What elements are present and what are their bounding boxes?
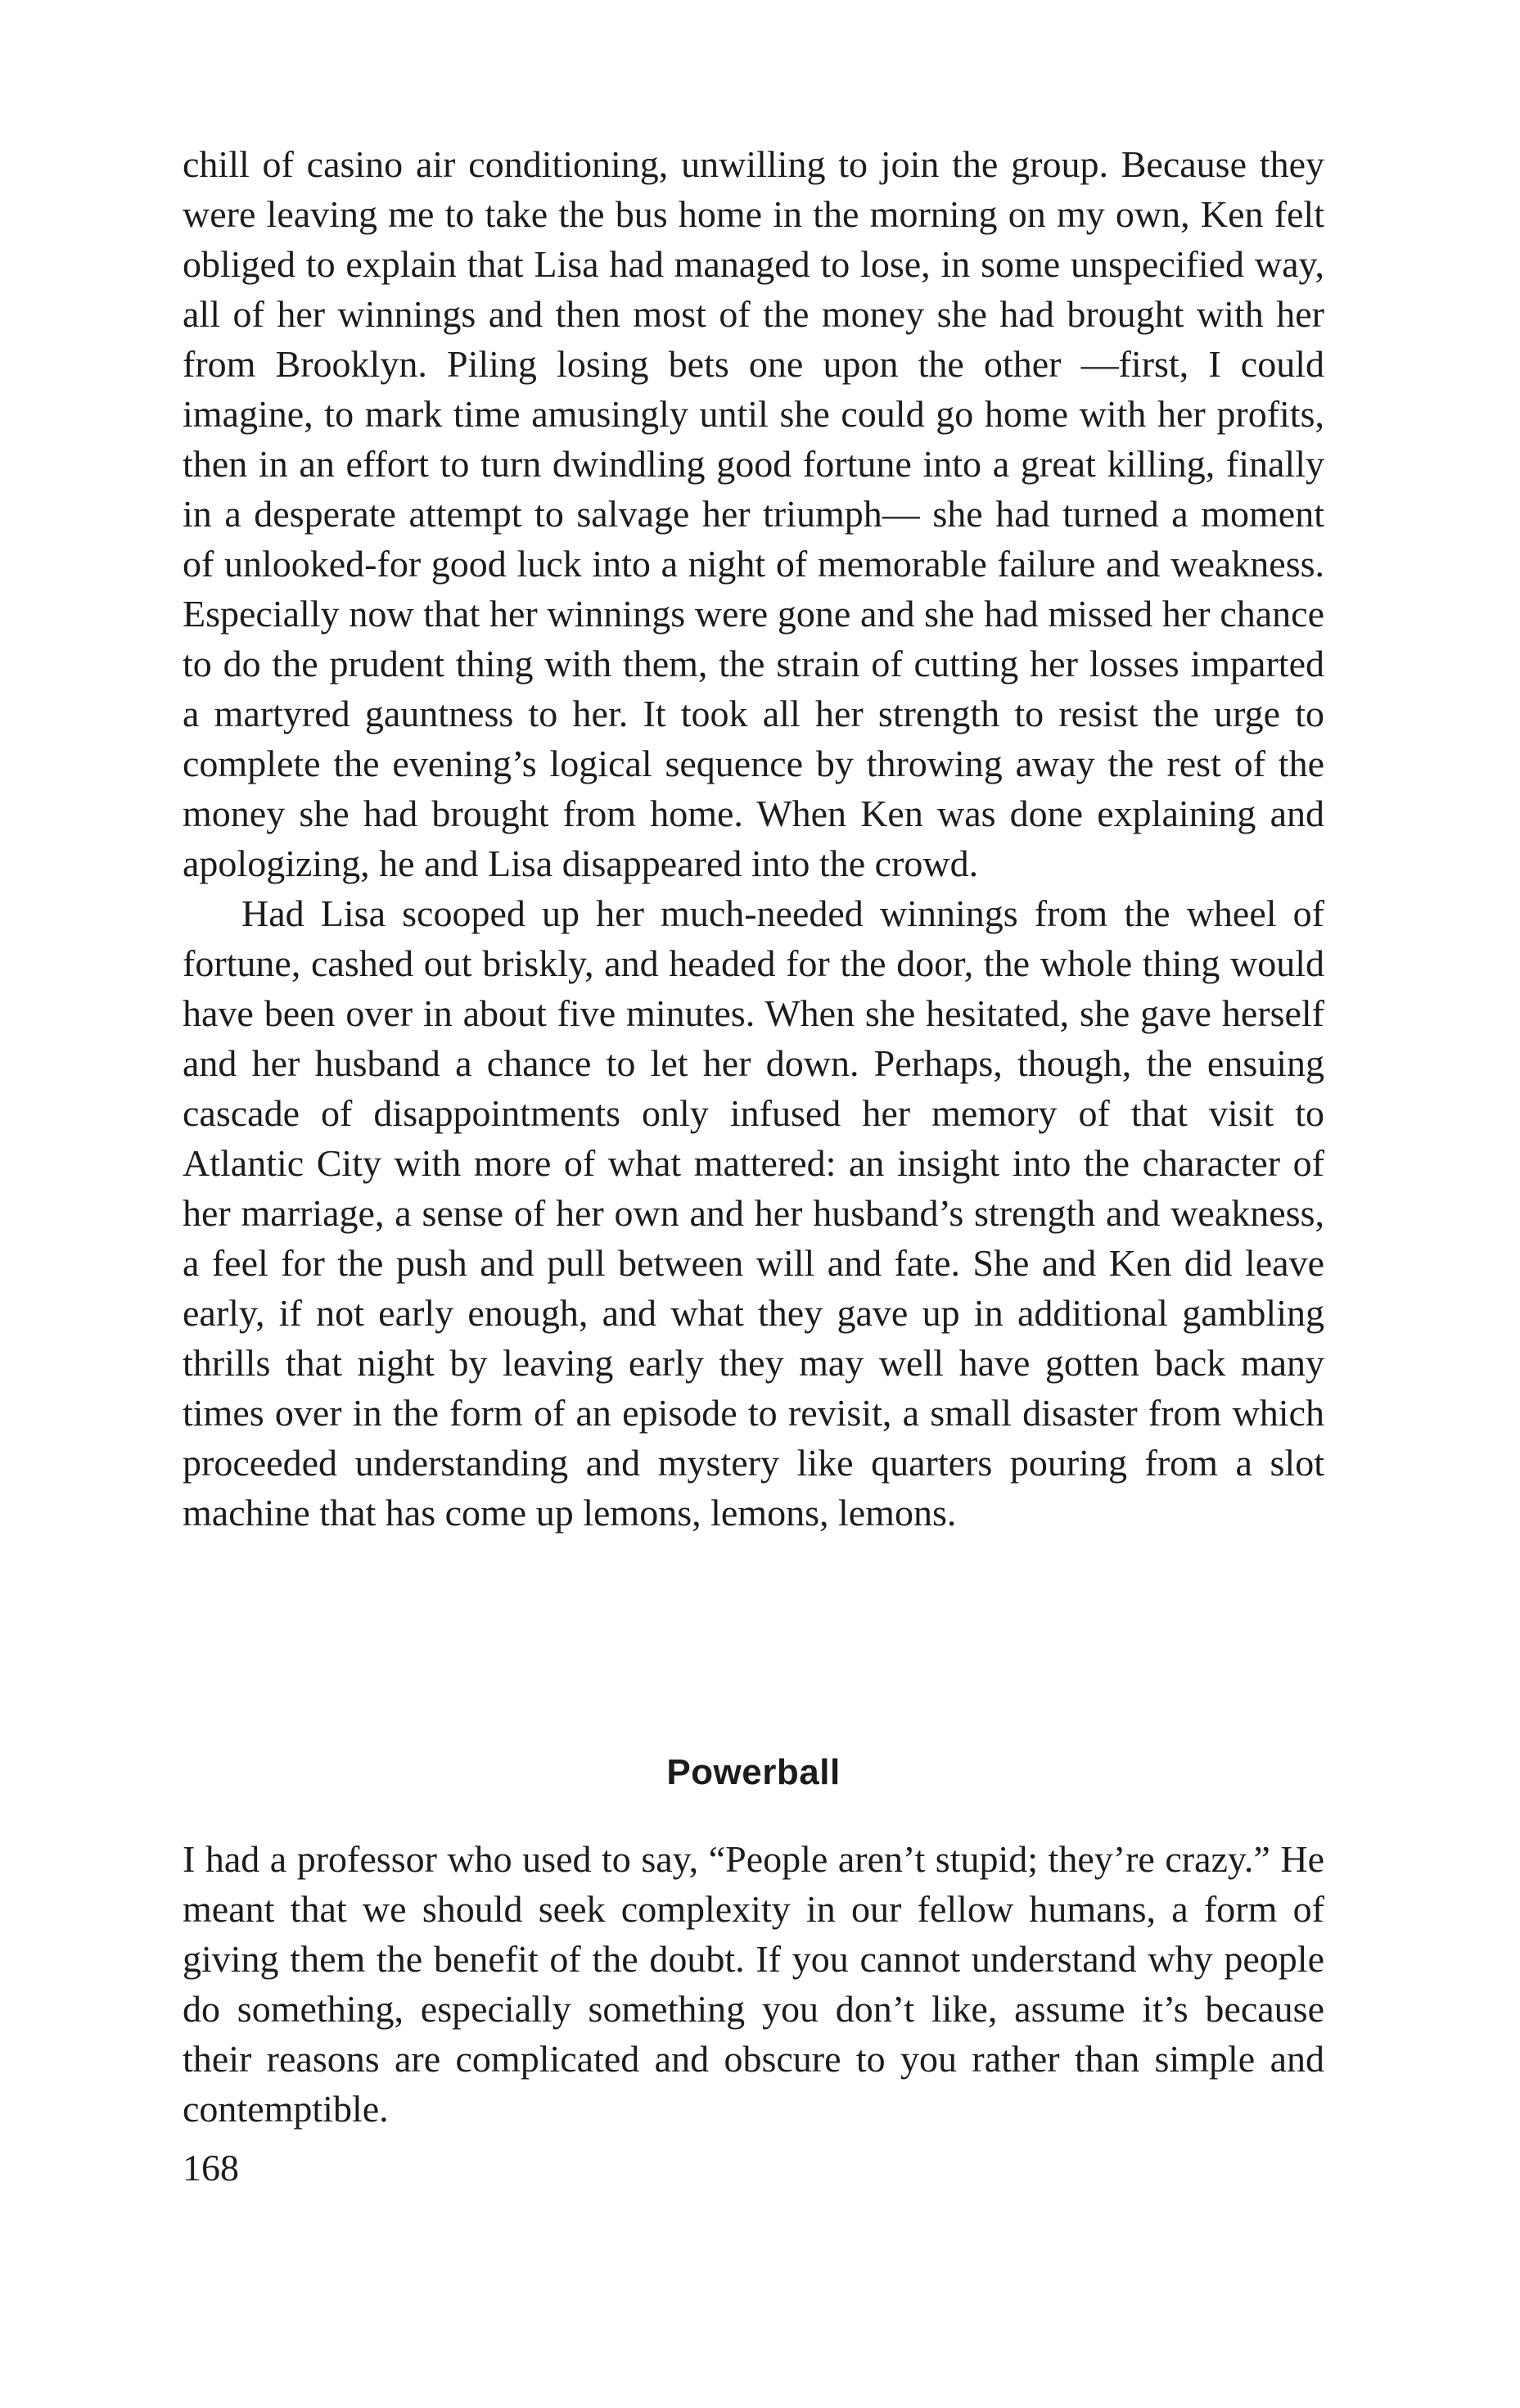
page-number: 168 <box>183 2147 239 2189</box>
book-page <box>183 139 1324 2130</box>
body-paragraph-2: Had Lisa scooped up her much-needed winnings from the wheel of fortune, cashed out briskly, and headed for the door, the whole thing would have been over in about five minutes. When she hesitated, she gave herself and her husband a chance to let her down. Perhaps, though, the ensuing cascade of disappointments only infused her memory of that visit to Atlantic City with more of what mattered: an insight into the character of her marriage, a sense of her own and her husband’s strength and weakness, a feel for the push and pull between will and fate. She and Ken did leave early, if not early enough, and what they gave up in additional gambling thrills that night by leaving early they may well have gotten back many times over in the form of an episode to revisit, a small disaster from which proceeded understanding and mystery like quarters pouring from a slot machine that has come up lemons, lemons, lemons. <box>183 892 1324 1534</box>
section-heading: Powerball <box>666 1752 841 1792</box>
body-paragraph-3: I had a professor who used to say, “People aren’t stupid; they’re crazy.” He meant that we should seek complexity in our fellow humans, a form of giving them the benefit of the doubt. If you cannot understand why people do something, especially something you don’t like, assume it’s because their reasons are complicated and obscure to you rather than simple and contemptible. <box>183 1838 1324 2130</box>
body-paragraph-1: chill of casino air conditioning, unwilling to join the group. Because they were leaving me to take the bus home in the morning on my own, Ken felt obliged to explain that Lisa had managed to lose, in some unspecified way, all of her winnings and then most of the money she had brought with her from Brooklyn. Piling losing bets one upon the other —first, I could imagine, to mark time amusingly until she could go home with her profits, then in an effort to turn dwindling good fortune into a great killing, finally in a desperate attempt to salvage her triumph— she had turned a moment of unlooked-for good luck into a night of memorable failure and weakness. Especially now that her winnings were gone and she had missed her chance to do the prudent thing with them, the strain of cutting her losses imparted a martyred gauntness to her. It took all her strength to resist the urge to complete the evening’s logical sequence by throwing away the rest of the money she had brought from home. When Ken was done explaining and apologizing, he and Lisa disappeared into the crowd. <box>183 143 1324 884</box>
